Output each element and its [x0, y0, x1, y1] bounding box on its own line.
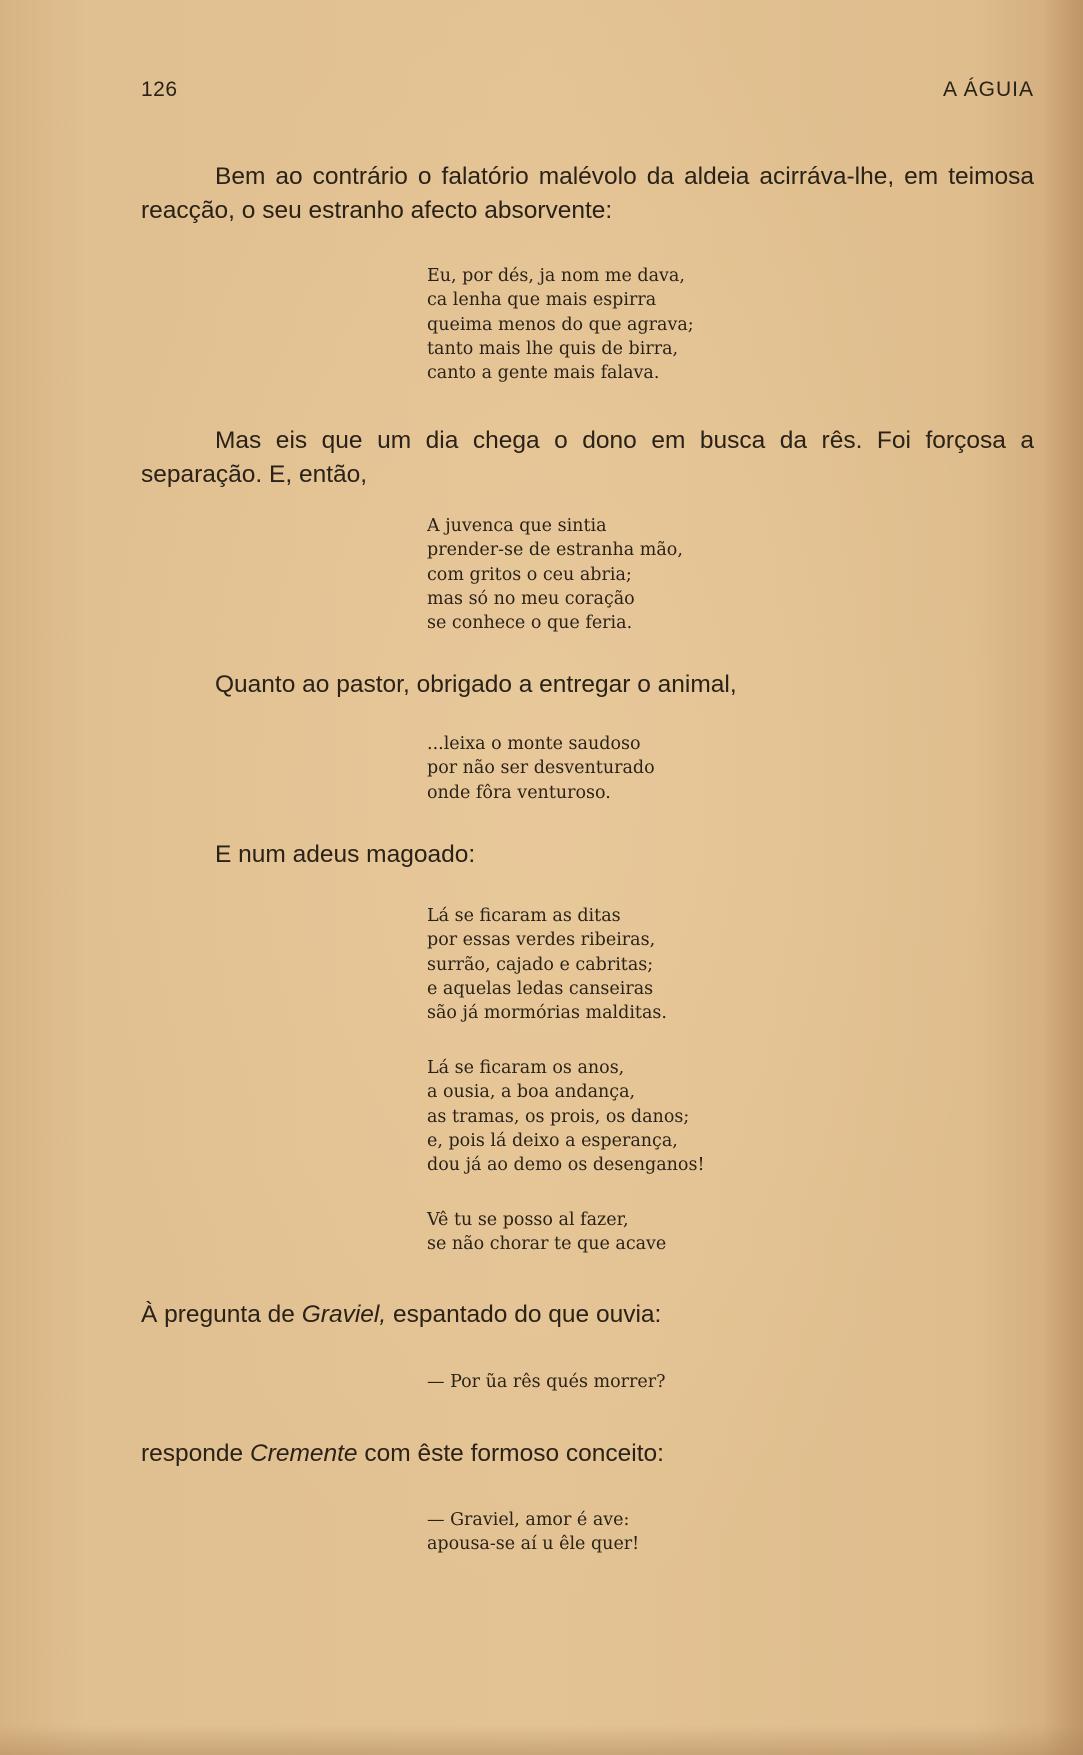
paragraph-3: [141, 668, 1034, 702]
verse-line: — Graviel, amor é ave:: [427, 1510, 630, 1530]
verse-line: por essas verdes ribeiras,: [427, 930, 656, 951]
paragraph-3-text: Quanto ao pastor, obrigado a entregar o animal,: [215, 671, 737, 698]
verse-line: apousa-se aí u êle quer!: [427, 1534, 640, 1555]
verse-line: se conhece o que feria.: [427, 613, 633, 634]
verse-line: — Por ũa rês qués morrer?: [427, 1372, 666, 1392]
verse-line: por não ser desventurado: [427, 758, 655, 779]
verse-line: as tramas, os prois, os danos;: [427, 1106, 690, 1127]
paragraph-6-before: responde: [141, 1440, 250, 1467]
paragraph-2-text: Mas eis que um dia chega o dono em busca da rês. Foi forçosa a separação. E, então,: [141, 427, 1034, 488]
verse-stanza-7: [427, 1370, 665, 1394]
verse-line: dou já ao demo os desenganos!: [427, 1155, 705, 1176]
page-number: 126: [141, 78, 178, 101]
paragraph-2: [141, 424, 1034, 492]
verse-line: queima menos do que agrava;: [427, 314, 694, 335]
verse-line: e aquelas ledas canseiras: [427, 978, 654, 999]
verse-line: Lá se ficaram as ditas: [427, 906, 621, 926]
verse-line: são já mormórias malditas.: [427, 1003, 667, 1024]
paragraph-4-text: E num adeus magoado:: [215, 841, 476, 868]
paragraph-1-text: Bem ao contrário o falatório malévolo da aldeia acirráva-lhe, em teimosa reacção, o seu estranho afecto absorvente:: [141, 163, 1034, 224]
page-bottom-shadow: [0, 1725, 1083, 1755]
verse-stanza-2: [427, 514, 683, 635]
page-header: [141, 78, 1034, 108]
verse-stanza-8: [427, 1508, 639, 1557]
verse-line: e, pois lá deixo a esperança,: [427, 1130, 678, 1151]
verse-line: tanto mais lhe quis de birra,: [427, 338, 679, 359]
paragraph-5-before: À pregunta de: [141, 1301, 302, 1328]
paragraph-6: [141, 1437, 1034, 1471]
verse-line: A juvenca que sintia: [427, 516, 607, 536]
verse-line: onde fôra venturoso.: [427, 782, 611, 803]
verse-line: mas só no meu coração: [427, 588, 635, 609]
verse-line: a ousia, a boa andança,: [427, 1082, 636, 1103]
verse-line: Lá se ficaram os anos,: [427, 1058, 625, 1078]
page-edge-shadow: [1043, 0, 1083, 1755]
paragraph-5-after: espantado do que ouvia:: [386, 1301, 662, 1328]
verse-stanza-4: [427, 904, 667, 1025]
character-name-cremente: Cremente: [249, 1440, 358, 1467]
paragraph-1: [141, 160, 1034, 228]
verse-line: surrão, cajado e cabritas;: [427, 954, 654, 975]
verse-line: ...leixa o monte saudoso: [427, 734, 641, 754]
paragraph-5: [141, 1298, 1034, 1332]
character-name-graviel: Graviel,: [301, 1301, 387, 1328]
verse-stanza-5: [427, 1056, 704, 1177]
verse-stanza-3: [427, 732, 655, 805]
verse-line: se não chorar te que acave: [427, 1234, 667, 1255]
verse-line: prender-se de estranha mão,: [427, 540, 683, 561]
verse-stanza-6: [427, 1208, 666, 1257]
verse-stanza-1: [427, 264, 694, 385]
verse-line: ca lenha que mais espirra: [427, 290, 657, 311]
verse-line: Vê tu se posso al fazer,: [427, 1210, 629, 1230]
verse-line: Eu, por dés, ja nom me dava,: [427, 266, 685, 286]
paragraph-6-after: com êste formoso conceito:: [357, 1440, 664, 1467]
running-title: A ÁGUIA: [942, 78, 1034, 101]
verse-line: com gritos o ceu abria;: [427, 564, 632, 585]
verse-line: canto a gente mais falava.: [427, 363, 660, 384]
paragraph-4: [141, 838, 1034, 872]
